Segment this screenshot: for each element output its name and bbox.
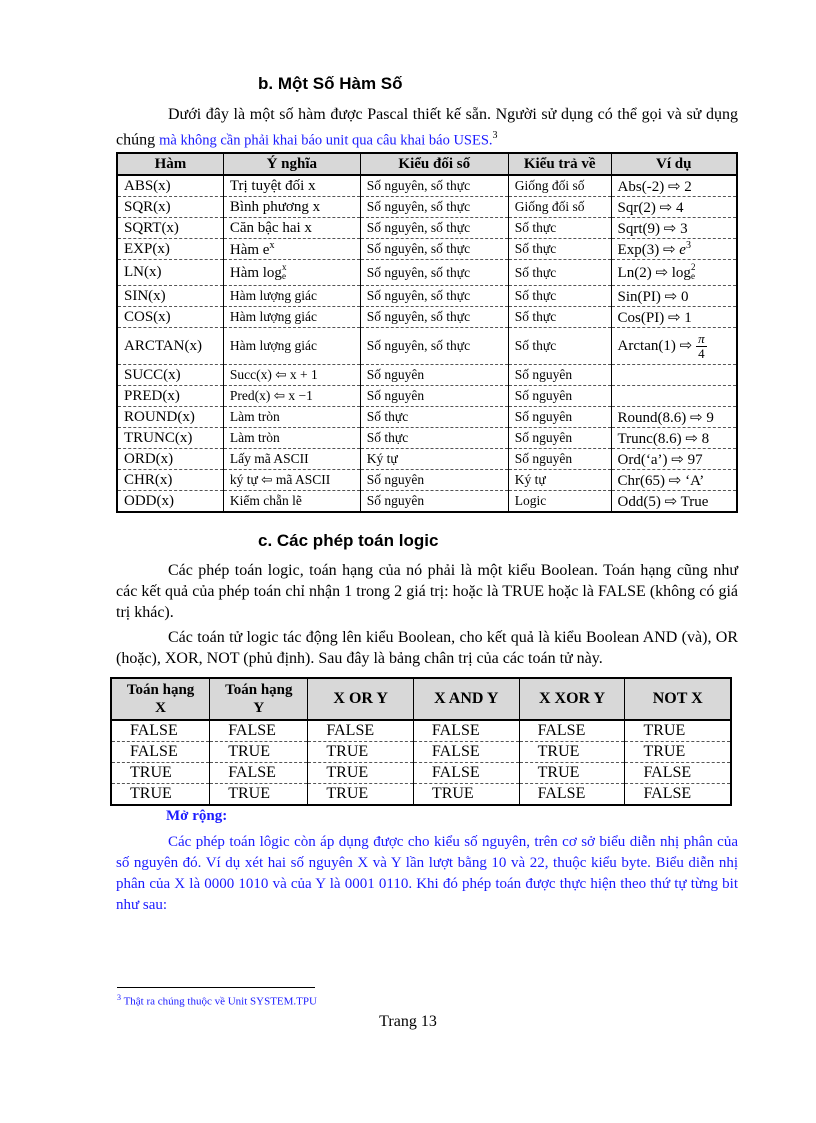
section-b-paragraph — [116, 104, 738, 151]
section-b-heading: b. Một Số Hàm Số — [258, 74, 403, 93]
argument-type-cell: Số nguyên, số thực — [360, 328, 508, 365]
truth-value-cell: TRUE — [308, 784, 414, 806]
table-row — [117, 260, 737, 286]
intro-text-highlight: mà không cần phải khai báo unit qua câu khai báo USES. — [159, 132, 493, 149]
truth-value-cell: FALSE — [210, 763, 308, 784]
table-row — [117, 286, 737, 307]
argument-type-cell: Số nguyên, số thực — [360, 218, 508, 239]
column-header: NOT X — [625, 678, 731, 720]
column-header: X AND Y — [413, 678, 519, 720]
log-power: 2 — [690, 262, 696, 272]
example-cell: Sin(PI) ⇨ 0 — [611, 286, 737, 307]
header-line: X — [155, 700, 167, 716]
example-cell — [611, 365, 737, 386]
column-header: X OR Y — [308, 678, 414, 720]
function-name-cell: SQR(x) — [117, 197, 223, 218]
example-cell: Arctan(1) ⇨ $\frac{\pi}{4}$ — [611, 328, 737, 365]
header-line: Y — [253, 700, 265, 716]
argument-type-cell: Số nguyên — [360, 470, 508, 491]
example-cell: Chr(65) ⇨ ‘A’ — [611, 470, 737, 491]
example-cell: Sqr(2) ⇨ 4 — [611, 197, 737, 218]
meaning-cell: Kiểm chẵn lẽ — [223, 491, 360, 513]
table-row — [111, 784, 731, 806]
column-header: Hàm — [117, 153, 223, 175]
column-header: Ví dụ — [611, 153, 737, 175]
example-cell: Exp(3) ⇨ $e^3$ — [611, 239, 737, 260]
argument-type-cell: Số thực — [360, 428, 508, 449]
example-base: e — [679, 241, 686, 258]
return-type-cell: Số thực — [508, 239, 611, 260]
fraction — [696, 332, 707, 361]
intro-text: Dưới đây là một số hàm được Pascal thiết kế sẵn. Người sử dụng có thể gọi và sử dụng chúng — [116, 106, 738, 149]
meaning-cell: Hàm lượng giác — [223, 328, 360, 365]
example-cell: Abs(-2) ⇨ 2 — [611, 175, 737, 197]
footnote — [117, 993, 317, 1008]
argument-type-cell: Số nguyên, số thực — [360, 197, 508, 218]
example-cell: Ord(‘a’) ⇨ 97 — [611, 449, 737, 470]
header-line: Toán hạng — [126, 682, 195, 698]
exponent: x — [269, 239, 275, 251]
meaning-cell: Làm tròn — [223, 428, 360, 449]
function-name-cell: TRUNC(x) — [117, 428, 223, 449]
example-cell: Sqrt(9) ⇨ 3 — [611, 218, 737, 239]
footnote-text: Thật ra chúng thuộc về Unit SYSTEM.TPU — [123, 995, 317, 1008]
truth-value-cell: FALSE — [308, 720, 414, 742]
table-row — [117, 365, 737, 386]
column-header: Ý nghĩa — [223, 153, 360, 175]
table-row — [117, 218, 737, 239]
function-name-cell: LN(x) — [117, 260, 223, 286]
truth-value-cell: TRUE — [625, 720, 731, 742]
table-row — [111, 720, 731, 742]
function-name-cell: ABS(x) — [117, 175, 223, 197]
return-type-cell: Số nguyên — [508, 449, 611, 470]
argument-type-cell: Số nguyên, số thực — [360, 175, 508, 197]
meaning-cell: Hàm lượng giác — [223, 307, 360, 328]
truth-value-cell: TRUE — [308, 763, 414, 784]
example-cell: Trunc(8.6) ⇨ 8 — [611, 428, 737, 449]
header-line: Toán hạng — [225, 682, 293, 698]
truth-value-cell: TRUE — [210, 784, 308, 806]
table-row — [117, 328, 737, 365]
table-row — [111, 763, 731, 784]
truth-table — [110, 677, 732, 806]
meaning-cell: Pred(x) ⇦ x −1 — [223, 386, 360, 407]
truth-value-cell: FALSE — [111, 720, 210, 742]
table-row — [117, 197, 737, 218]
function-name-cell: COS(x) — [117, 307, 223, 328]
argument-type-cell: Số nguyên, số thực — [360, 239, 508, 260]
meaning-cell: ký tự ⇦ mã ASCII — [223, 470, 360, 491]
example-exponent: 3 — [685, 239, 691, 251]
truth-value-cell: FALSE — [413, 720, 519, 742]
footnote-number: 3 — [117, 993, 121, 1002]
function-name-cell: ROUND(x) — [117, 407, 223, 428]
return-type-cell: Logic — [508, 491, 611, 513]
footnote-divider — [117, 987, 315, 988]
meaning-cell: Bình phương x — [223, 197, 360, 218]
function-name-cell: ODD(x) — [117, 491, 223, 513]
return-type-cell: Giống đối số — [508, 175, 611, 197]
section-c-heading: c. Các phép toán logic — [258, 531, 439, 550]
argument-type-cell: Ký tự — [360, 449, 508, 470]
truth-value-cell: FALSE — [519, 720, 625, 742]
argument-type-cell: Số nguyên, số thực — [360, 307, 508, 328]
log-subscript: e — [690, 271, 695, 281]
return-type-cell: Số thực — [508, 328, 611, 365]
truth-value-cell: FALSE — [413, 742, 519, 763]
functions-table-header — [117, 153, 737, 175]
truth-value-cell: TRUE — [308, 742, 414, 763]
function-name-cell: ORD(x) — [117, 449, 223, 470]
function-name-cell: SIN(x) — [117, 286, 223, 307]
table-row — [117, 239, 737, 260]
fraction-denominator: 4 — [698, 345, 705, 361]
table-row — [117, 491, 737, 513]
section-c-paragraph-1: Các phép toán logic, toán hạng của nó phải là một kiểu Boolean. Toán hạng cũng như các kết quả của phép toán chỉ nhận 1 trong 2 giá trị: hoặc là TRUE hoặc là FALSE (không có giá trị khác). — [116, 562, 738, 621]
log-power: x — [281, 262, 287, 272]
truth-value-cell: TRUE — [210, 742, 308, 763]
argument-type-cell: Số nguyên — [360, 491, 508, 513]
table-row — [117, 307, 737, 328]
example-cell: Ln(2) ⇨ log 2 e — [611, 260, 737, 286]
return-type-cell: Số thực — [508, 260, 611, 286]
return-type-cell: Số nguyên — [508, 428, 611, 449]
truth-value-cell: TRUE — [625, 742, 731, 763]
table-row — [117, 386, 737, 407]
meaning-cell: Trị tuyệt đối x — [223, 175, 360, 197]
argument-type-cell: Số nguyên — [360, 386, 508, 407]
section-c-paragraph-2: Các toán tử logic tác động lên kiểu Boolean, cho kết quả là kiểu Boolean AND (và), OR (hoặc), XOR, NOT (phủ định). Sau đây là bảng chân trị của các toán tử này. — [116, 629, 738, 667]
truth-value-cell: FALSE — [413, 763, 519, 784]
extension-paragraph: Các phép toán lôgic còn áp dụng được cho kiểu số nguyên, trên cơ sở biểu diễn nhị phân của số nguyên đó. Ví dụ xét hai số nguyên X và Y lần lượt bằng 10 và 22, thuộc kiểu byte. Biểu diễn nhị phân của X là 0000 1010 và của Y là 0001 0110. Khi đó phép toán được thực hiện theo thứ tự từng bit như sau: — [116, 834, 738, 913]
column-header: Kiểu đối số — [360, 153, 508, 175]
log-subscript: e — [281, 271, 286, 281]
return-type-cell: Ký tự — [508, 470, 611, 491]
return-type-cell: Số thực — [508, 286, 611, 307]
table-row — [117, 470, 737, 491]
extension-heading: Mở rộng: — [166, 808, 228, 824]
truth-value-cell: TRUE — [519, 763, 625, 784]
return-type-cell: Số nguyên — [508, 386, 611, 407]
example-cell: Cos(PI) ⇨ 1 — [611, 307, 737, 328]
argument-type-cell: Số nguyên, số thực — [360, 286, 508, 307]
argument-type-cell: Số nguyên, số thực — [360, 260, 508, 286]
column-header: Kiểu trả về — [508, 153, 611, 175]
table-row — [117, 175, 737, 197]
table-row — [117, 449, 737, 470]
example-cell — [611, 386, 737, 407]
fraction-numerator: π — [698, 330, 705, 346]
column-header — [111, 678, 210, 720]
truth-value-cell: FALSE — [519, 784, 625, 806]
log-base — [282, 263, 287, 281]
column-header — [210, 678, 308, 720]
page-number: Trang 13 — [379, 1013, 437, 1030]
meaning-cell: Hàm log x e — [223, 260, 360, 286]
truth-table-header — [111, 678, 731, 720]
function-name-cell: SUCC(x) — [117, 365, 223, 386]
meaning-cell: Succ(x) ⇦ x + 1 — [223, 365, 360, 386]
table-row — [111, 742, 731, 763]
truth-value-cell: TRUE — [413, 784, 519, 806]
truth-value-cell: TRUE — [111, 763, 210, 784]
truth-value-cell: TRUE — [111, 784, 210, 806]
meaning-cell: Hàm $e^x$ — [223, 239, 360, 260]
return-type-cell: Số nguyên — [508, 365, 611, 386]
truth-value-cell: FALSE — [625, 763, 731, 784]
truth-value-cell: TRUE — [519, 742, 625, 763]
table-row — [117, 428, 737, 449]
argument-type-cell: Số thực — [360, 407, 508, 428]
meaning-cell: Lấy mã ASCII — [223, 449, 360, 470]
return-type-cell: Số thực — [508, 218, 611, 239]
meaning-cell: Hàm lượng giác — [223, 286, 360, 307]
function-name-cell: PRED(x) — [117, 386, 223, 407]
return-type-cell: Số thực — [508, 307, 611, 328]
truth-value-cell: FALSE — [111, 742, 210, 763]
return-type-cell: Giống đối số — [508, 197, 611, 218]
truth-value-cell: FALSE — [210, 720, 308, 742]
function-name-cell: ARCTAN(x) — [117, 328, 223, 365]
column-header: X XOR Y — [519, 678, 625, 720]
functions-table — [116, 152, 738, 513]
argument-type-cell: Số nguyên — [360, 365, 508, 386]
table-row — [117, 407, 737, 428]
function-name-cell: CHR(x) — [117, 470, 223, 491]
example-log — [691, 263, 696, 281]
footnote-ref: 3 — [492, 130, 498, 141]
meaning-cell: Căn bậc hai x — [223, 218, 360, 239]
example-cell: Round(8.6) ⇨ 9 — [611, 407, 737, 428]
function-name-cell: EXP(x) — [117, 239, 223, 260]
return-type-cell: Số nguyên — [508, 407, 611, 428]
example-cell: Odd(5) ⇨ True — [611, 491, 737, 513]
truth-value-cell: FALSE — [625, 784, 731, 806]
meaning-cell: Làm tròn — [223, 407, 360, 428]
function-name-cell: SQRT(x) — [117, 218, 223, 239]
